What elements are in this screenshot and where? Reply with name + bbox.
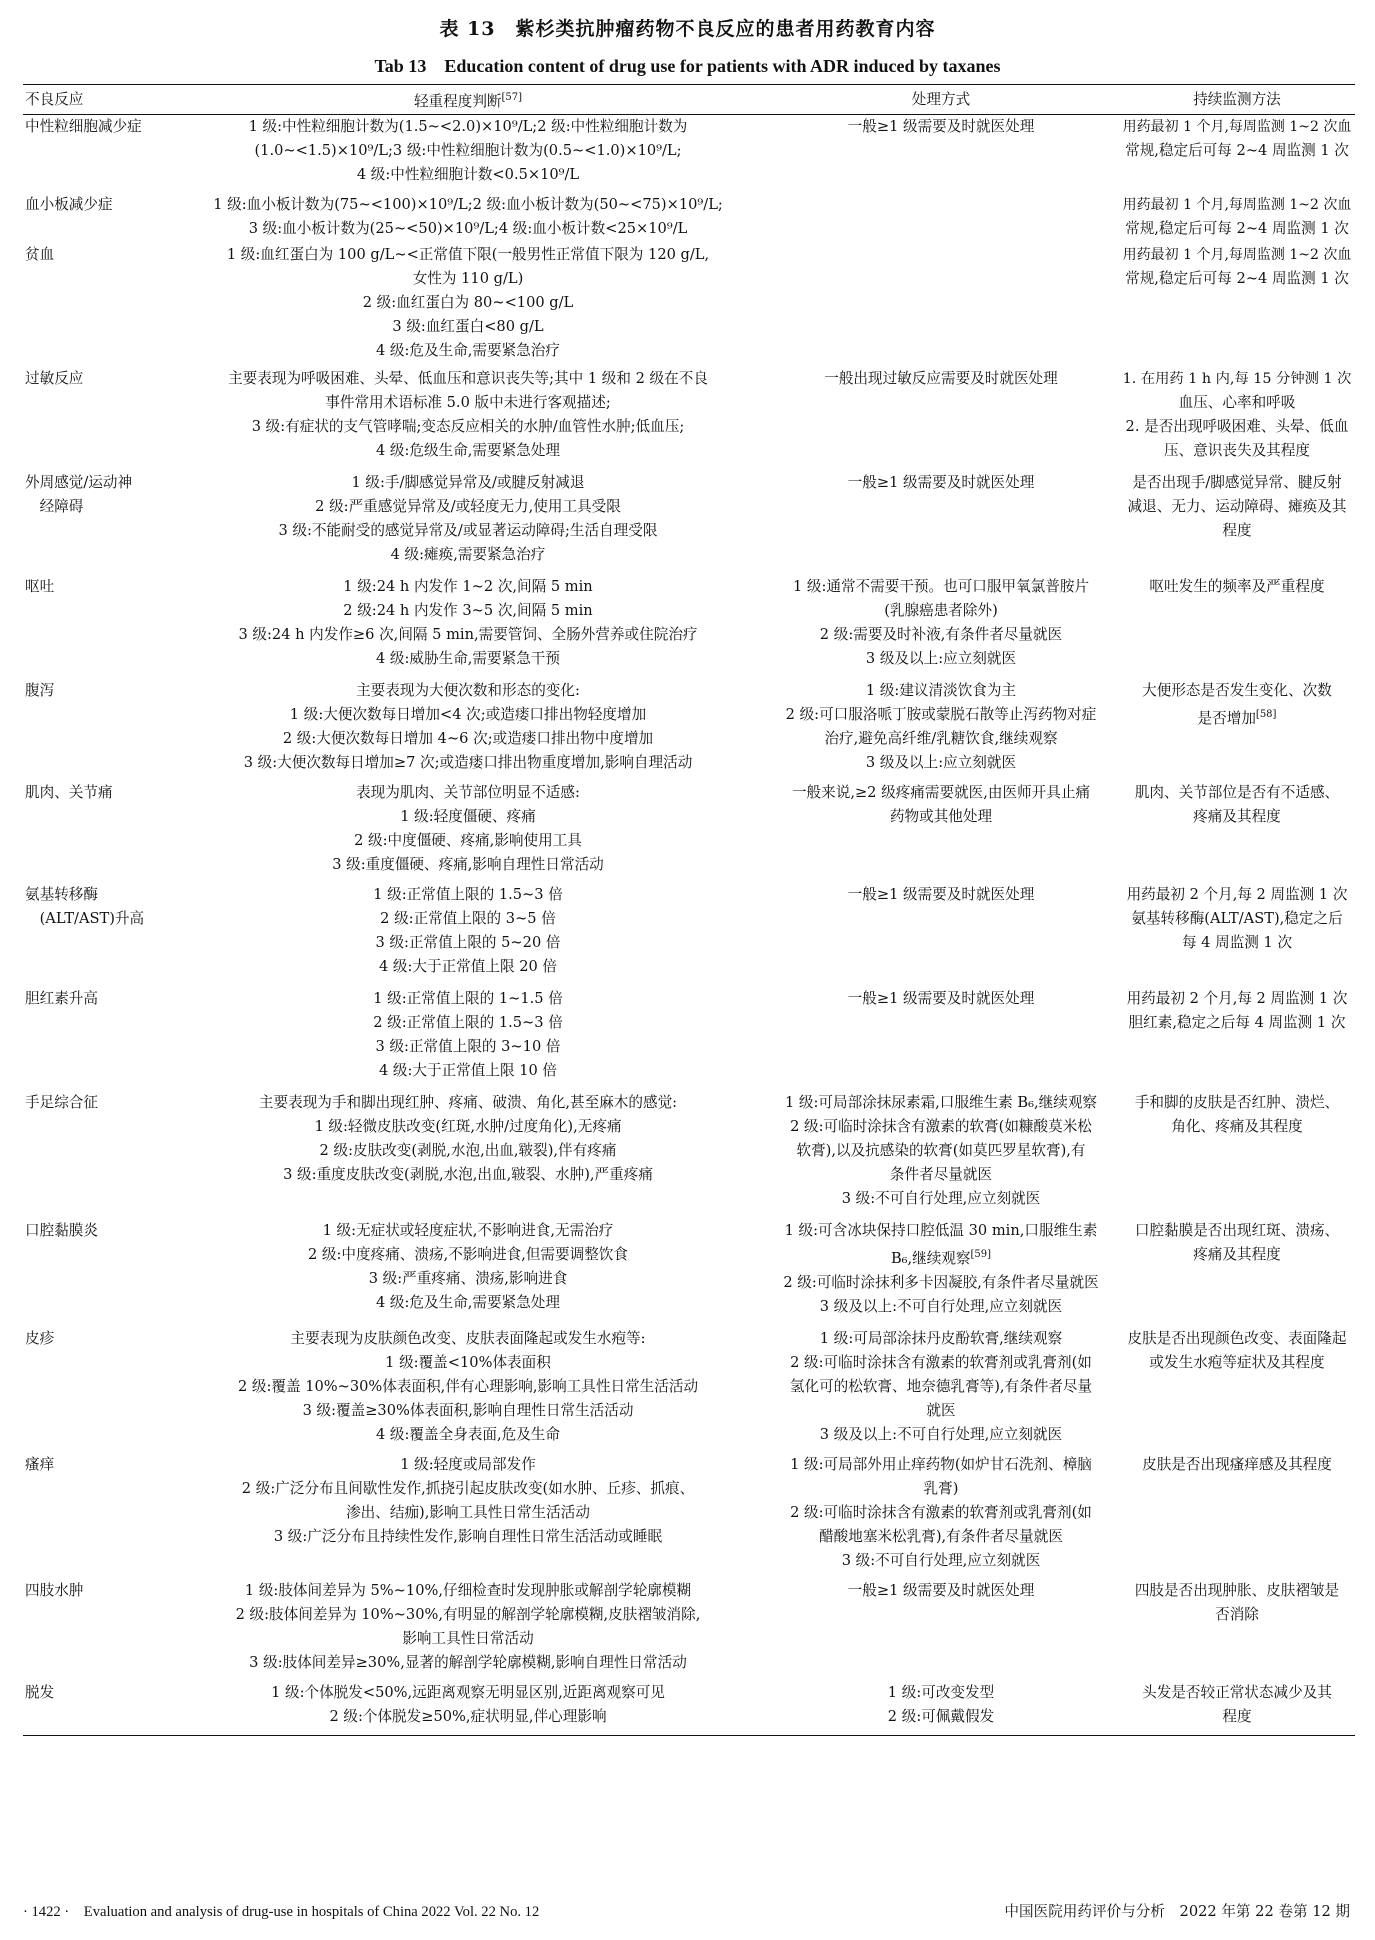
monitoring-cell [1119, 471, 1355, 575]
table-row [23, 883, 1355, 987]
cell-line: 2 级:肢体间差异为 10%~30%,有明显的解剖学轮廓模糊,皮肤褶皱消除, [235, 1605, 701, 1623]
monitoring-cell [1119, 781, 1355, 883]
cell-line: 1 级:无症状或轻度症状,不影响进食,无需治疗 [322, 1221, 614, 1239]
monitoring-cell [1119, 1327, 1355, 1453]
cell-line: 条件者尽量就医 [889, 1165, 993, 1183]
treatment-cell [763, 367, 1119, 471]
adr-cell [23, 781, 173, 883]
cell-line: 或发生水疱等症状及其程度 [1149, 1353, 1325, 1371]
cell-line: 口腔黏膜炎 [25, 1221, 98, 1239]
table-header-row [23, 85, 1355, 115]
cell-line: 主要表现为大便次数和形态的变化: [356, 681, 580, 699]
cell-line: 主要表现为呼吸困难、头晕、低血压和意识丧失等;其中 1 级和 2 级在不良 [228, 369, 708, 387]
treatment-cell [763, 471, 1119, 575]
cell-line: 就医 [926, 1401, 956, 1419]
cell-line: 一般出现过敏反应需要及时就医处理 [824, 369, 1058, 387]
cell-line: 3 级及以上:应立刻就医 [865, 753, 1017, 771]
severity-cell [173, 575, 763, 679]
cell-line: 2 级:中度疼痛、溃疡,不影响进食,但需要调整饮食 [308, 1245, 628, 1263]
cell-line: 头发是否较正常状态减少及其 [1142, 1683, 1332, 1701]
cell-line: B₆,继续观察[59] [890, 1248, 992, 1267]
cell-line: 中性粒细胞减少症 [25, 117, 142, 135]
cell-line: 角化、疼痛及其程度 [1171, 1117, 1303, 1135]
table-row [23, 679, 1355, 781]
table-row [23, 1327, 1355, 1453]
adr-cell [23, 679, 173, 781]
cell-line: 1 级:个体脱发<50%,远距离观察无明显区别,近距离观察可见 [271, 1683, 665, 1701]
cell-line: 4 级:覆盖全身表面,危及生命 [375, 1425, 560, 1443]
cell-line: 3 级及以上:应立刻就医 [865, 649, 1017, 667]
table-row [23, 243, 1355, 367]
table-row [23, 471, 1355, 575]
cell-line: (乳腺癌患者除外) [884, 601, 998, 619]
cell-line: 2 级:广泛分布且间歇性发作,抓挠引起皮肤改变(如水肿、丘疹、抓痕、 [241, 1479, 695, 1497]
cell-line: 3 级:肢体间差异≥30%,显著的解剖学轮廓模糊,影响自理性日常活动 [249, 1653, 687, 1671]
cell-line: 常规,稳定后可每 2~4 周监测 1 次 [1125, 141, 1349, 159]
treatment-cell [763, 1219, 1119, 1327]
cell-line: 常规,稳定后可每 2~4 周监测 1 次 [1125, 219, 1349, 237]
cell-line: 肌肉、关节部位是否有不适感、 [1134, 783, 1340, 801]
table-row [23, 1681, 1355, 1736]
monitoring-cell [1119, 1453, 1355, 1579]
cell-line: 大便形态是否发生变化、次数 [1142, 681, 1332, 699]
severity-cell [173, 883, 763, 987]
cell-line: 3 级:有症状的支气管哮喘;变态反应相关的水肿/血管性水肿;低血压; [251, 417, 685, 435]
cell-line: 2 级:严重感觉异常及/或轻度无力,使用工具受限 [315, 497, 621, 515]
table-row [23, 987, 1355, 1091]
cell-line: 常规,稳定后可每 2~4 周监测 1 次 [1125, 269, 1349, 287]
monitoring-cell [1119, 1219, 1355, 1327]
cell-line: 3 级及以上:不可自行处理,应立刻就医 [819, 1297, 1063, 1315]
treatment-cell [763, 1681, 1119, 1736]
cell-line: 1 级:血红蛋白为 100 g/L~<正常值下限(一般男性正常值下限为 120 g/L, [226, 245, 710, 263]
cell-line: 2 级:正常值上限的 1.5~3 倍 [373, 1013, 563, 1031]
cell-line: 1 级:肢体间差异为 5%~10%,仔细检查时发现肿胀或解剖学轮廓模糊 [244, 1581, 692, 1599]
treatment-cell [763, 987, 1119, 1091]
header-monitoring: 持续监测方法 [1119, 85, 1355, 115]
treatment-cell [763, 1327, 1119, 1453]
cell-line: 3 级:重度皮肤改变(剥脱,水泡,出血,皲裂、水肿),严重疼痛 [283, 1165, 653, 1183]
cell-line: 2. 是否出现呼吸困难、头晕、低血 [1125, 417, 1349, 435]
cell-line: 1 级:轻微皮肤改变(红斑,水肿/过度角化),无疼痛 [314, 1117, 622, 1135]
cell-line: 疼痛及其程度 [1193, 1245, 1281, 1263]
cell-line: 3 级:广泛分布且持续性发作,影响自理性日常生活活动或睡眠 [273, 1527, 663, 1545]
cell-line: 1 级:大便次数每日增加<4 次;或造瘘口排出物轻度增加 [289, 705, 647, 723]
adr-cell [23, 1681, 173, 1736]
severity-cell [173, 1091, 763, 1219]
cell-line: 2 级:个体脱发≥50%,症状明显,伴心理影响 [329, 1707, 607, 1725]
cell-line: 2 级:可佩戴假发 [887, 1707, 995, 1725]
cell-line: 程度 [1222, 1707, 1252, 1725]
cell-line: 3 级:正常值上限的 3~10 倍 [375, 1037, 561, 1055]
monitoring-cell [1119, 575, 1355, 679]
severity-cell [173, 987, 763, 1091]
adr-cell [23, 243, 173, 367]
cell-line: 一般≥1 级需要及时就医处理 [847, 1581, 1035, 1599]
monitoring-cell [1119, 193, 1355, 243]
adr-cell [23, 1219, 173, 1327]
cell-line: 3 级:不能耐受的感觉异常及/或显著运动障碍;生活自理受限 [278, 521, 658, 539]
cell-line: 3 级:正常值上限的 5~20 倍 [375, 933, 561, 951]
cell-line: 2 级:24 h 内发作 3~5 次,间隔 5 min [343, 601, 593, 619]
cell-line: 1 级:建议清淡饮食为主 [865, 681, 1017, 699]
table-body [23, 114, 1355, 1735]
cell-line: 1 级:可局部涂抹丹皮酚软膏,继续观察 [819, 1329, 1063, 1347]
cell-line: 女性为 110 g/L) [412, 269, 524, 287]
treatment-cell [763, 781, 1119, 883]
table-row [23, 1453, 1355, 1579]
cell-line: 一般≥1 级需要及时就医处理 [847, 885, 1035, 903]
cell-line: 肌肉、关节痛 [25, 783, 113, 801]
severity-cell [173, 1219, 763, 1327]
treatment-cell [763, 243, 1119, 367]
footer-journal-zh: 中国医院用药评价与分析 2022 年第 22 卷第 12 期 [1004, 1903, 1350, 1920]
cell-line: 用药最初 1 个月,每周监测 1~2 次血 [1122, 118, 1352, 135]
severity-cell [173, 243, 763, 367]
cell-line: 1 级:中性粒细胞计数为(1.5~<2.0)×10⁹/L;2 级:中性粒细胞计数为 [248, 117, 688, 135]
cell-line: 4 级:威胁生命,需要紧急干预 [375, 649, 560, 667]
footer-journal-en: · 1422 · Evaluation and analysis of drug-use in hospitals of China 2022 Vol. 22 No. 12 [23, 1904, 540, 1920]
table-row [23, 781, 1355, 883]
cell-line: 减退、无力、运动障碍、瘫痪及其 [1127, 497, 1347, 515]
cell-line: 过敏反应 [25, 369, 84, 387]
cell-line: 3 级:血红蛋白<80 g/L [392, 317, 544, 335]
cell-line: 是否增加[58] [1197, 708, 1277, 727]
cell-line: 疼痛及其程度 [1193, 807, 1281, 825]
severity-cell [173, 367, 763, 471]
cell-line: 3 级:不可自行处理,应立刻就医 [841, 1189, 1041, 1207]
header-severity: 轻重程度判断[57] [173, 85, 763, 115]
cell-line: 1 级:覆盖<10%体表面积 [385, 1353, 551, 1371]
monitoring-cell [1119, 679, 1355, 781]
severity-cell [173, 471, 763, 575]
cell-line: 手足综合征 [25, 1093, 98, 1111]
cell-line: 1 级:正常值上限的 1.5~3 倍 [373, 885, 563, 903]
cell-line: 1 级:手/脚感觉异常及/或腱反射减退 [351, 473, 585, 491]
cell-line: 4 级:瘫痪,需要紧急治疗 [390, 545, 546, 563]
cell-line: 2 级:可口服洛哌丁胺或蒙脱石散等止泻药物对症 [785, 705, 1097, 723]
header-adr: 不良反应 [23, 85, 173, 115]
header-treatment: 处理方式 [763, 85, 1119, 115]
cell-line: 一般≥1 级需要及时就医处理 [847, 117, 1035, 135]
cell-line: 2 级:可临时涂抹含有激素的软膏剂或乳膏剂(如 [790, 1503, 1092, 1521]
severity-cell [173, 193, 763, 243]
table-row [23, 367, 1355, 471]
cell-line: 2 级:可临时涂抹利多卡因凝胶,有条件者尽量就医 [783, 1273, 1099, 1291]
cell-line: 软膏),以及抗感染的软膏(如莫匹罗星软膏),有 [796, 1141, 1086, 1159]
table-row [23, 193, 1355, 243]
cell-line: 四肢水肿 [25, 1581, 84, 1599]
severity-cell [173, 1453, 763, 1579]
cell-line: 用药最初 1 个月,每周监测 1~2 次血 [1122, 246, 1352, 263]
cell-line: 2 级:皮肤改变(剥脱,水泡,出血,皲裂),伴有疼痛 [319, 1141, 617, 1159]
cell-line: 乳膏) [923, 1479, 959, 1497]
treatment-cell [763, 575, 1119, 679]
cell-line: 2 级:血红蛋白为 80~<100 g/L [362, 293, 574, 311]
cell-line: 外周感觉/运动神 [25, 473, 133, 491]
cell-line: 腹泻 [25, 681, 55, 699]
monitoring-cell [1119, 987, 1355, 1091]
cell-line: 2 级:中度僵硬、疼痛,影响使用工具 [354, 831, 582, 849]
cell-line: 4 级:危级生命,需要紧急处理 [375, 441, 560, 459]
table-row [23, 1091, 1355, 1219]
cell-line: 2 级:可临时涂抹含有激素的软膏剂或乳膏剂(如 [790, 1353, 1092, 1371]
severity-cell [173, 1579, 763, 1681]
adr-cell [23, 471, 173, 575]
cell-line: 否消除 [1215, 1605, 1259, 1623]
table-title-zh: 表 13 紫杉类抗肿瘤药物不良反应的患者用药教育内容 [439, 18, 936, 40]
cell-line: 皮肤是否出现瘙痒感及其程度 [1142, 1455, 1332, 1473]
treatment-cell [763, 114, 1119, 193]
cell-line: 四肢是否出现肿胀、皮肤褶皱是 [1134, 1581, 1340, 1599]
cell-line: 药物或其他处理 [889, 807, 993, 825]
monitoring-cell [1119, 114, 1355, 193]
table-row [23, 1579, 1355, 1681]
cell-line: 2 级:可临时涂抹含有激素的软膏(如糠酸莫米松 [790, 1117, 1092, 1135]
adr-cell [23, 193, 173, 243]
cell-line: 治疗,避免高纤维/乳糖饮食,继续观察 [824, 729, 1058, 747]
adr-education-table [23, 84, 1355, 1736]
adr-cell [23, 883, 173, 987]
cell-line: 一般≥1 级需要及时就医处理 [847, 989, 1035, 1007]
adr-cell [23, 575, 173, 679]
cell-line: 2 级:正常值上限的 3~5 倍 [380, 909, 556, 927]
cell-line: 3 级:严重疼痛、溃疡,影响进食 [368, 1269, 568, 1287]
treatment-cell [763, 679, 1119, 781]
cell-line: 表现为肌肉、关节部位明显不适感: [356, 783, 580, 801]
cell-line: 每 4 周监测 1 次 [1181, 933, 1293, 951]
monitoring-cell [1119, 1579, 1355, 1681]
treatment-cell [763, 1453, 1119, 1579]
adr-cell [23, 987, 173, 1091]
cell-line: 用药最初 1 个月,每周监测 1~2 次血 [1122, 196, 1352, 213]
cell-line: 1 级:可含冰块保持口腔低温 30 min,口服维生素 [784, 1221, 1098, 1239]
cell-line: 1 级:正常值上限的 1~1.5 倍 [373, 989, 563, 1007]
cell-line: 3 级:24 h 内发作≥6 次,间隔 5 min,需要管饲、全肠外营养或住院治疗 [238, 625, 698, 643]
cell-line: 用药最初 2 个月,每 2 周监测 1 次 [1126, 885, 1348, 903]
cell-line: 2 级:大便次数每日增加 4~6 次;或造瘘口排出物中度增加 [282, 729, 654, 747]
cell-line: 程度 [1222, 521, 1252, 539]
cell-line: 4 级:大于正常值上限 10 倍 [378, 1061, 558, 1079]
table-title-en: Tab 13 Education content of drug use for patients with ADR induced by taxanes [374, 56, 1001, 76]
cell-line: 氢化可的松软膏、地奈德乳膏等),有条件者尽量 [789, 1377, 1093, 1395]
cell-line: 脱发 [25, 1683, 55, 1701]
cell-line: 1 级:可改变发型 [887, 1683, 995, 1701]
cell-line: 4 级:危及生命,需要紧急处理 [375, 1293, 560, 1311]
cell-line: 呕吐发生的频率及严重程度 [1149, 577, 1325, 595]
table-row [23, 575, 1355, 679]
cell-line: 胆红素,稳定之后每 4 周监测 1 次 [1128, 1013, 1346, 1031]
cell-line: 氨基转移酶 [25, 885, 98, 903]
cell-line: 3 级:大便次数每日增加≥7 次;或造瘘口排出物重度增加,影响自理活动 [243, 753, 693, 771]
cell-line: 醋酸地塞米松乳膏),有条件者尽量就医 [819, 1527, 1063, 1545]
cell-line: 贫血 [25, 245, 55, 263]
cell-line: 3 级:血小板计数为(25~<50)×10⁹/L;4 级:血小板计数<25×10⁹/L [248, 219, 688, 237]
table-row [23, 114, 1355, 193]
cell-line: 氨基转移酶(ALT/AST),稳定之后 [1131, 909, 1343, 927]
cell-line: (ALT/AST)升高 [25, 909, 145, 927]
cell-line: 渗出、结痂),影响工具性日常生活活动 [346, 1503, 590, 1521]
cell-line: 1 级:血小板计数为(75~<100)×10⁹/L;2 级:血小板计数为(50~<75)×10⁹/L; [213, 195, 723, 213]
cell-line: 瘙痒 [25, 1455, 55, 1473]
severity-cell [173, 781, 763, 883]
treatment-cell [763, 883, 1119, 987]
cell-line: 用药最初 2 个月,每 2 周监测 1 次 [1126, 989, 1348, 1007]
adr-cell [23, 1327, 173, 1453]
cell-line: 1 级:通常不需要干预。也可口服甲氧氯普胺片 [792, 577, 1090, 595]
cell-line: 1 级:轻度僵硬、疼痛 [400, 807, 536, 825]
cell-line: 手和脚的皮肤是否红肿、溃烂、 [1134, 1093, 1340, 1111]
cell-line: 3 级:不可自行处理,应立刻就医 [841, 1551, 1041, 1569]
adr-cell [23, 114, 173, 193]
cell-line: 3 级:重度僵硬、疼痛,影响自理性日常活动 [332, 855, 604, 873]
table-row [23, 1219, 1355, 1327]
cell-line: 主要表现为皮肤颜色改变、皮肤表面隆起或发生水疱等: [290, 1329, 646, 1347]
cell-line: 主要表现为手和脚出现红肿、疼痛、破溃、角化,甚至麻木的感觉: [258, 1093, 678, 1111]
cell-line: 胆红素升高 [25, 989, 98, 1007]
cell-line: 影响工具性日常活动 [402, 1629, 534, 1647]
cell-line: 3 级及以上:不可自行处理,应立刻就医 [819, 1425, 1063, 1443]
cell-line: 1. 在用药 1 h 内,每 15 分钟测 1 次 [1122, 370, 1352, 387]
cell-line: 2 级:需要及时补液,有条件者尽量就医 [819, 625, 1063, 643]
cell-line: 2 级:覆盖 10%~30%体表面积,伴有心理影响,影响工具性日常生活活动 [237, 1377, 699, 1395]
monitoring-cell [1119, 1091, 1355, 1219]
severity-cell [173, 679, 763, 781]
cell-line: 一般来说,≥2 级疼痛需要就医,由医师开具止痛 [791, 783, 1091, 801]
cell-line: 4 级:大于正常值上限 20 倍 [378, 957, 558, 975]
cell-line: 3 级:覆盖≥30%体表面积,影响自理性日常生活活动 [302, 1401, 634, 1419]
cell-line: 是否出现手/脚感觉异常、腱反射 [1132, 473, 1342, 491]
severity-cell [173, 1681, 763, 1736]
treatment-cell [763, 193, 1119, 243]
severity-cell [173, 1327, 763, 1453]
cell-line: 1 级:可局部外用止痒药物(如炉甘石洗剂、樟脑 [790, 1455, 1092, 1473]
cell-line: 呕吐 [25, 577, 55, 595]
adr-cell [23, 367, 173, 471]
cell-line: 皮肤是否出现颜色改变、表面隆起 [1127, 1329, 1347, 1347]
cell-line: 血小板减少症 [25, 195, 113, 213]
monitoring-cell [1119, 883, 1355, 987]
treatment-cell [763, 1091, 1119, 1219]
treatment-cell [763, 1579, 1119, 1681]
cell-line: 事件常用术语标准 5.0 版中未进行客观描述; [325, 393, 611, 411]
cell-line: 血压、心率和呼吸 [1178, 393, 1296, 411]
monitoring-cell [1119, 367, 1355, 471]
monitoring-cell [1119, 243, 1355, 367]
cell-line: (1.0~<1.5)×10⁹/L;3 级:中性粒细胞计数为(0.5~<1.0)×10⁹/L; [254, 141, 682, 159]
adr-cell [23, 1091, 173, 1219]
severity-cell [173, 114, 763, 193]
cell-line: 4 级:危及生命,需要紧急治疗 [375, 341, 560, 359]
cell-line: 1 级:24 h 内发作 1~2 次,间隔 5 min [343, 577, 593, 595]
adr-cell [23, 1453, 173, 1579]
cell-line: 皮疹 [25, 1329, 55, 1347]
cell-line: 压、意识丧失及其程度 [1164, 441, 1310, 459]
cell-line: 4 级:中性粒细胞计数<0.5×10⁹/L [356, 165, 580, 183]
cell-line: 1 级:轻度或局部发作 [400, 1455, 536, 1473]
adr-cell [23, 1579, 173, 1681]
cell-line: 口腔黏膜是否出现红斑、溃疡、 [1134, 1221, 1340, 1239]
cell-line: 1 级:可局部涂抹尿素霜,口服维生素 B₆,继续观察 [784, 1093, 1098, 1111]
monitoring-cell [1119, 1681, 1355, 1736]
cell-line: 一般≥1 级需要及时就医处理 [847, 473, 1035, 491]
cell-line: 经障碍 [25, 497, 84, 515]
